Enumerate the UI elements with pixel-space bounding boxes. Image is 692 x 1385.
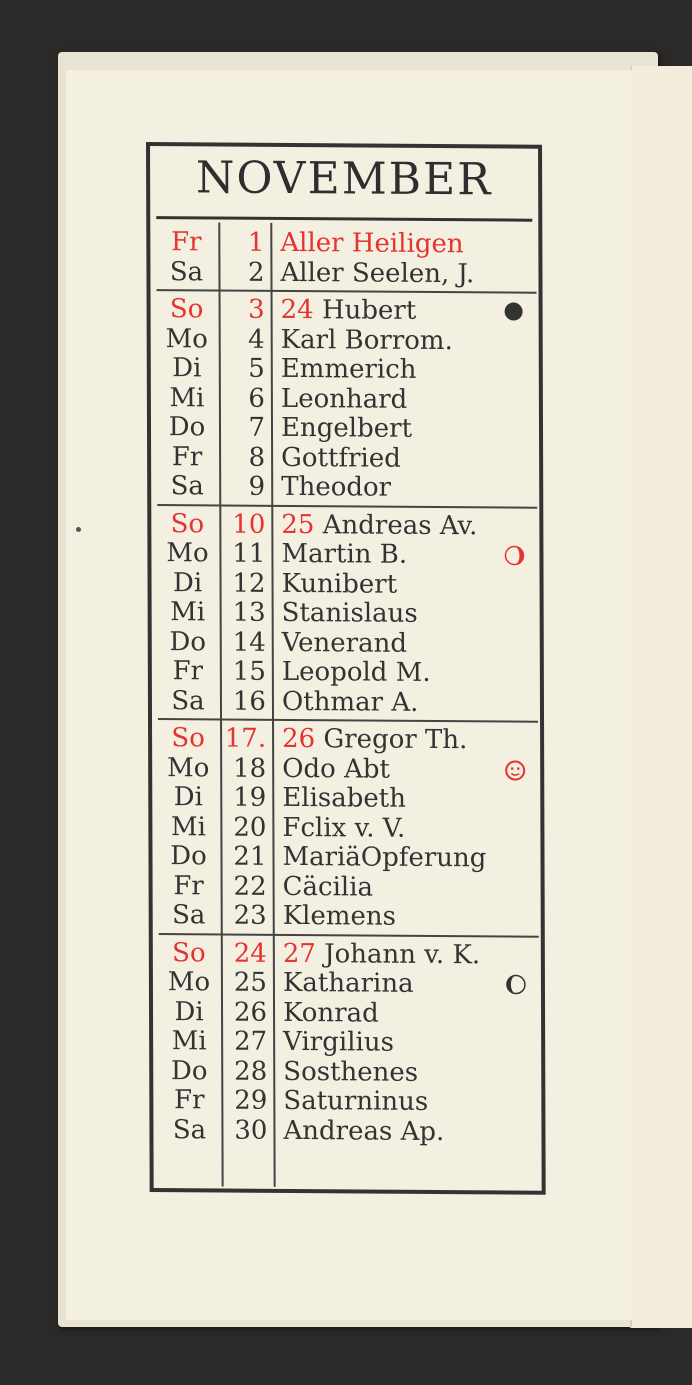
- weekday-label: Fr: [171, 227, 202, 258]
- weekday-label: Sa: [172, 1114, 207, 1145]
- saint-name: [281, 473, 391, 503]
- saint-text: Venerand: [281, 627, 408, 659]
- saint-text: Elisabeth: [282, 782, 407, 814]
- weekday-label: So: [171, 723, 205, 754]
- weekday-label: Fr: [174, 1085, 205, 1116]
- day-row: [151, 413, 539, 445]
- week-separator: [157, 289, 537, 294]
- day-number: 16: [232, 686, 267, 717]
- day-row: [151, 354, 539, 386]
- saint-name: [281, 355, 417, 385]
- weekday-label: Fr: [172, 656, 204, 687]
- day-row: [151, 472, 539, 504]
- day-row: [151, 510, 539, 542]
- saint-text: Andreas Ap.: [283, 1115, 445, 1147]
- day-number: 7: [248, 412, 266, 443]
- day-number: 14: [232, 627, 266, 658]
- saint-name: [282, 658, 431, 688]
- saint-name: [281, 325, 453, 355]
- saint-name: [281, 384, 407, 414]
- weekday-label: Mi: [169, 382, 205, 413]
- day-row: [153, 939, 541, 971]
- day-number: 10: [232, 509, 266, 540]
- day-row: [152, 813, 540, 845]
- weekday-label: Mi: [170, 811, 206, 842]
- saint-text: Katharina: [282, 967, 414, 999]
- weekday-label: Di: [174, 996, 204, 1027]
- weekday-label: So: [169, 294, 204, 325]
- saint-name: [281, 540, 407, 570]
- weekday-label: Do: [170, 841, 207, 872]
- weekday-label: Di: [173, 782, 203, 813]
- week-separator: [157, 504, 537, 509]
- day-number: 12: [232, 568, 266, 599]
- week-number: 26: [282, 723, 316, 755]
- saint-text: Stanislaus: [281, 597, 418, 629]
- saint-name: [282, 725, 467, 755]
- saint-text: Gregor Th.: [323, 724, 468, 756]
- saint-text: Theodor: [281, 471, 392, 503]
- weekday-label: Sa: [171, 900, 206, 931]
- saint-name: [281, 510, 477, 540]
- week-number: 24: [280, 294, 314, 326]
- weekday-label: Do: [170, 1055, 208, 1086]
- saint-text: MariäOpferung: [282, 841, 487, 874]
- weekday-label: Do: [168, 412, 206, 443]
- day-row: [152, 783, 540, 815]
- saint-name: [283, 902, 396, 932]
- day-row: [153, 901, 541, 933]
- next-page-edge: [630, 66, 692, 1328]
- weekday-label: Sa: [170, 471, 204, 502]
- day-number: 9: [248, 471, 266, 502]
- saint-text: Saturninus: [283, 1085, 429, 1117]
- saint-text: Engelbert: [280, 412, 413, 444]
- day-number: 19: [233, 782, 267, 813]
- day-row: [152, 724, 540, 756]
- saint-text: Othmar A.: [281, 686, 419, 718]
- day-number: 26: [233, 997, 268, 1028]
- day-number: 25: [233, 967, 267, 998]
- saint-text: Leopold M.: [281, 656, 431, 688]
- day-row: [151, 539, 539, 571]
- day-row: [152, 628, 540, 660]
- weekday-label: So: [172, 937, 206, 968]
- day-row: [153, 872, 541, 904]
- day-number: 13: [232, 597, 266, 628]
- day-number: 23: [233, 900, 267, 931]
- day-number: 5: [248, 353, 265, 384]
- saint-text: Aller Heiligen: [280, 227, 464, 260]
- saint-text: Andreas Av.: [322, 509, 478, 541]
- day-number: 11: [232, 538, 266, 569]
- weekday-label: Mo: [165, 323, 208, 354]
- day-row: [151, 325, 539, 357]
- first-quarter-moon-icon: [503, 544, 525, 566]
- last-quarter-moon-icon: [505, 973, 527, 995]
- saint-text: Aller Seelen, J.: [280, 257, 475, 289]
- saint-text: Martin B.: [281, 538, 408, 570]
- saint-text: Klemens: [282, 900, 397, 932]
- month-title: NOVEMBER: [195, 152, 493, 206]
- day-row: [153, 1086, 541, 1118]
- weekday-label: Fr: [171, 441, 203, 472]
- saint-name: [283, 998, 379, 1028]
- weekday-label: Sa: [169, 256, 204, 287]
- day-number: 4: [248, 324, 265, 355]
- weekday-label: Mi: [170, 597, 206, 628]
- day-row: [152, 657, 540, 689]
- day-number: 22: [233, 871, 267, 902]
- week-separator: [159, 933, 539, 938]
- day-row: [152, 842, 540, 874]
- week-number: 25: [281, 509, 315, 540]
- saint-name: [282, 628, 407, 658]
- saint-name: [283, 969, 414, 999]
- day-row: [150, 228, 538, 260]
- day-number: 8: [248, 442, 266, 473]
- week-number: 27: [282, 938, 316, 969]
- weekday-label: Fr: [173, 870, 204, 901]
- day-row: [152, 598, 540, 630]
- saint-name: [283, 939, 480, 969]
- saint-name: [282, 813, 405, 843]
- day-row: [152, 687, 540, 719]
- saint-text: Konrad: [282, 997, 379, 1029]
- saint-text: Virgilius: [283, 1026, 394, 1058]
- saint-name: [282, 754, 390, 784]
- day-number: 2: [247, 257, 265, 288]
- saint-text: Gottfried: [281, 442, 401, 474]
- day-row: [151, 569, 539, 601]
- saint-text: Odo Abt: [282, 753, 390, 785]
- weekday-label: Sa: [171, 685, 205, 716]
- saint-name: [280, 258, 474, 288]
- saint-name: [283, 872, 374, 902]
- saint-text: Cäcilia: [282, 871, 374, 903]
- weekday-label: Mo: [166, 538, 209, 569]
- saint-name: [283, 1087, 428, 1117]
- saint-name: [281, 296, 417, 326]
- day-row: [151, 443, 539, 475]
- full-moon-icon: [504, 759, 526, 781]
- day-number: 21: [233, 841, 267, 872]
- day-row: [153, 1027, 541, 1059]
- saint-name: [283, 1057, 418, 1087]
- saint-name: [282, 687, 419, 717]
- day-row: [153, 1057, 541, 1089]
- saint-name: [281, 443, 401, 473]
- day-number: 20: [233, 812, 267, 843]
- day-number: 29: [234, 1085, 268, 1116]
- saint-text: Leonhard: [280, 383, 408, 415]
- weekday-label: Mo: [167, 967, 211, 998]
- saint-name: [282, 784, 406, 814]
- saint-text: Karl Borrom.: [280, 324, 453, 356]
- saint-name: [283, 1028, 394, 1058]
- day-row: [151, 384, 539, 416]
- day-number: 6: [248, 383, 265, 414]
- day-number: 15: [232, 656, 266, 687]
- weekday-label: Mi: [171, 1026, 207, 1057]
- new-moon-icon: [503, 300, 525, 322]
- saint-name: [281, 414, 412, 444]
- page-speck: [76, 527, 81, 532]
- day-number: 18: [233, 753, 267, 784]
- saint-text: Sosthenes: [283, 1056, 419, 1088]
- day-row: [150, 258, 538, 290]
- week-separator: [158, 718, 538, 723]
- day-row: [151, 295, 539, 327]
- day-number: 1: [247, 227, 265, 258]
- weekday-label: Mo: [166, 752, 210, 783]
- saint-name: [281, 569, 397, 599]
- saint-name: [283, 1116, 444, 1146]
- day-row: [153, 998, 541, 1030]
- day-number: 3: [247, 294, 265, 325]
- weekday-label: Do: [169, 626, 207, 657]
- weekday-label: Di: [172, 567, 203, 598]
- saint-text: Fclix v. V.: [282, 812, 406, 844]
- weekday-label: Di: [172, 353, 202, 384]
- saint-text: Kunibert: [281, 568, 398, 600]
- saint-text: Johann v. K.: [324, 938, 481, 970]
- saint-name: [282, 599, 418, 629]
- saint-text: Hubert: [321, 295, 417, 326]
- saint-text: Emmerich: [280, 353, 417, 385]
- day-number: 17.: [224, 723, 267, 754]
- weekday-label: So: [170, 508, 205, 539]
- day-number: 28: [234, 1056, 268, 1087]
- day-number: 27: [233, 1026, 268, 1057]
- day-row: [152, 754, 540, 786]
- day-number: 24: [233, 938, 267, 969]
- saint-name: [280, 229, 463, 259]
- saint-name: [282, 843, 486, 873]
- day-number: 30: [234, 1115, 268, 1146]
- calendar-frame: [146, 142, 546, 1195]
- day-row: [153, 968, 541, 1000]
- day-row: [153, 1116, 541, 1148]
